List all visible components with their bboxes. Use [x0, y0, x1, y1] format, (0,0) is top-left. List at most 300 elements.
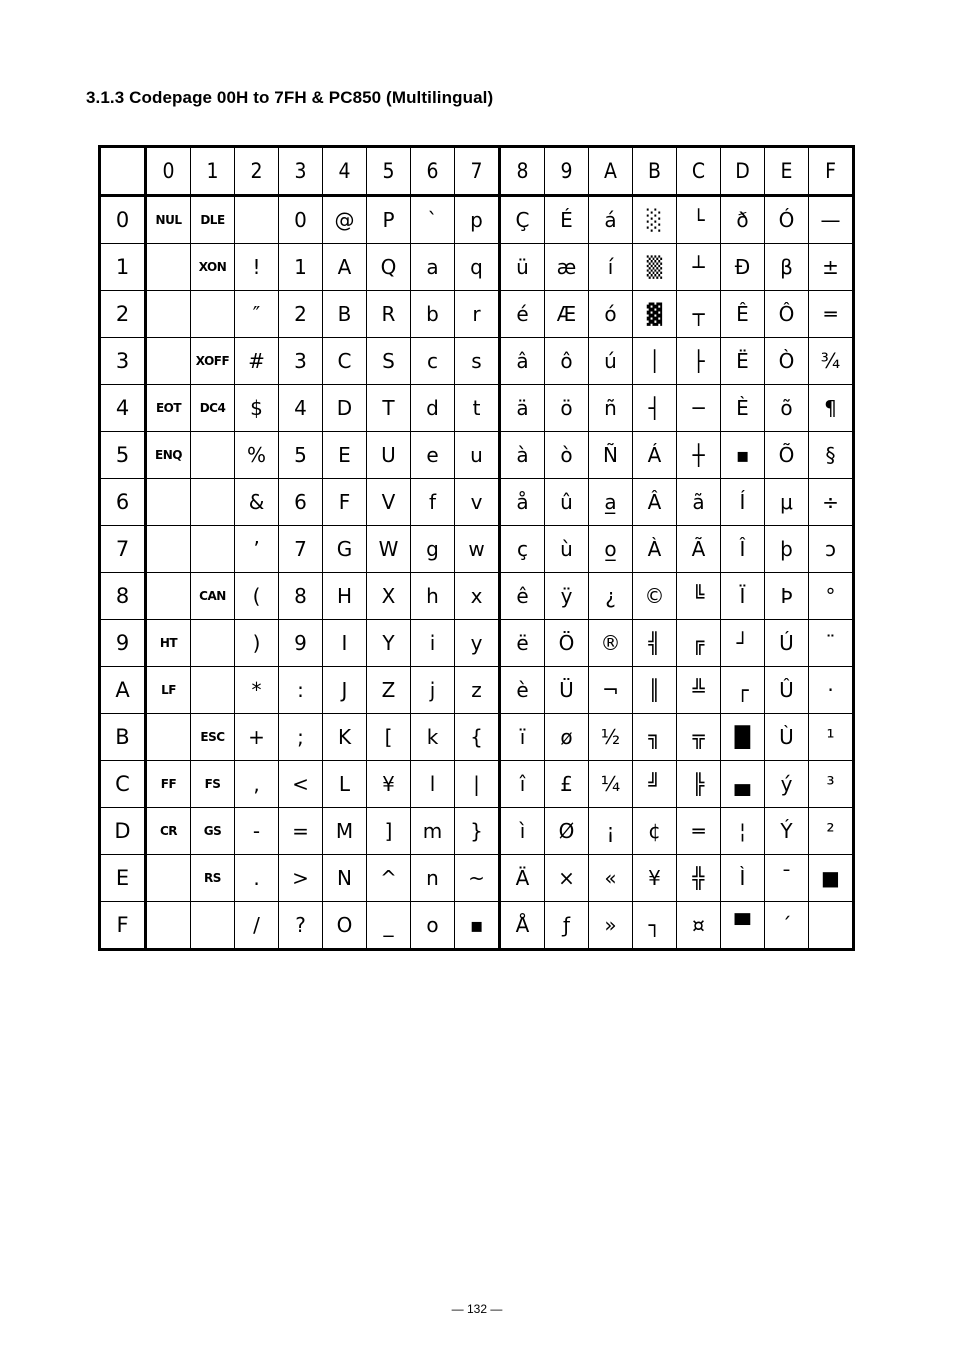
char-cell: ]: [367, 808, 411, 855]
char-cell: Ö: [545, 620, 589, 667]
char-cell: Î: [721, 526, 765, 573]
char-cell: Â: [633, 479, 677, 526]
char-cell: þ: [765, 526, 809, 573]
char-cell: ├: [677, 338, 721, 385]
char-cell: ESC: [191, 714, 235, 761]
char-cell: ═: [809, 291, 854, 338]
codepage-table-container: [98, 145, 855, 951]
char-cell: õ: [765, 385, 809, 432]
char-cell: k: [411, 714, 455, 761]
char-cell: w: [455, 526, 500, 573]
table-row: [100, 432, 854, 479]
char-cell: ô: [545, 338, 589, 385]
char-cell: Ç: [500, 196, 545, 244]
char-cell: >: [279, 855, 323, 902]
char-cell: ¶: [809, 385, 854, 432]
table-row: [100, 244, 854, 291]
table-row: [100, 761, 854, 808]
char-cell: [146, 714, 191, 761]
char-cell: A: [323, 244, 367, 291]
char-cell: å: [500, 479, 545, 526]
char-cell: ø: [545, 714, 589, 761]
char-cell: ^: [367, 855, 411, 902]
char-cell: ╝: [633, 761, 677, 808]
char-cell: ┐: [633, 902, 677, 950]
char-cell: /: [235, 902, 279, 950]
char-cell: z: [455, 667, 500, 714]
char-cell: ▪: [455, 902, 500, 950]
char-cell: y: [455, 620, 500, 667]
char-cell: ╚: [677, 573, 721, 620]
char-cell: RS: [191, 855, 235, 902]
char-cell: [191, 526, 235, 573]
char-cell: ): [235, 620, 279, 667]
char-cell: Å: [500, 902, 545, 950]
char-cell: Ï: [721, 573, 765, 620]
char-cell: ¨: [809, 620, 854, 667]
char-cell: Ø: [545, 808, 589, 855]
row-header-3: 3: [100, 338, 146, 385]
char-cell: `: [411, 196, 455, 244]
char-cell: <: [279, 761, 323, 808]
char-cell: [235, 196, 279, 244]
char-cell: Ú: [765, 620, 809, 667]
char-cell: +: [235, 714, 279, 761]
char-cell: 2: [279, 291, 323, 338]
char-cell: Ñ: [589, 432, 633, 479]
char-cell: H: [323, 573, 367, 620]
char-cell: -: [235, 808, 279, 855]
char-cell: É: [545, 196, 589, 244]
char-cell: ╗: [633, 714, 677, 761]
char-cell: ù: [545, 526, 589, 573]
char-cell: [809, 902, 854, 950]
column-header-c: C: [677, 147, 721, 196]
char-cell: ³: [809, 761, 854, 808]
char-cell: ¿: [589, 573, 633, 620]
char-cell: [146, 479, 191, 526]
char-cell: ┤: [633, 385, 677, 432]
row-header-b: B: [100, 714, 146, 761]
char-cell: Æ: [545, 291, 589, 338]
char-cell: Z: [367, 667, 411, 714]
table-row: [100, 385, 854, 432]
char-cell: ;: [279, 714, 323, 761]
char-cell: Õ: [765, 432, 809, 479]
char-cell: x: [455, 573, 500, 620]
table-row: [100, 667, 854, 714]
column-header-6: 6: [411, 147, 455, 196]
char-cell: [191, 902, 235, 950]
char-cell: U: [367, 432, 411, 479]
char-cell: J: [323, 667, 367, 714]
char-cell: ╠: [677, 761, 721, 808]
char-cell: ü: [500, 244, 545, 291]
char-cell: Ð: [721, 244, 765, 291]
column-header-row: [100, 147, 854, 196]
char-cell: b: [411, 291, 455, 338]
char-cell: Í: [721, 479, 765, 526]
char-cell: §: [809, 432, 854, 479]
char-cell: ▄: [721, 761, 765, 808]
char-cell: 7: [279, 526, 323, 573]
char-cell: ▓: [633, 291, 677, 338]
char-cell: m: [411, 808, 455, 855]
char-cell: ┬: [677, 291, 721, 338]
char-cell: ┘: [721, 620, 765, 667]
char-cell: 4: [279, 385, 323, 432]
page-number: — 132 —: [451, 1302, 503, 1316]
char-cell: ╬: [677, 855, 721, 902]
char-cell: D: [323, 385, 367, 432]
char-cell: ±: [809, 244, 854, 291]
char-cell: 0: [279, 196, 323, 244]
char-cell: %: [235, 432, 279, 479]
char-cell: ·: [809, 667, 854, 714]
char-cell: j: [411, 667, 455, 714]
char-cell: È: [721, 385, 765, 432]
char-cell: Ò: [765, 338, 809, 385]
char-cell: T: [367, 385, 411, 432]
column-header-2: 2: [235, 147, 279, 196]
char-cell: ║: [633, 667, 677, 714]
codepage-table: [98, 145, 855, 951]
char-cell: »: [589, 902, 633, 950]
char-cell: ■: [809, 855, 854, 902]
char-cell: i: [411, 620, 455, 667]
char-cell: W: [367, 526, 411, 573]
char-cell: O: [323, 902, 367, 950]
char-cell: DC4: [191, 385, 235, 432]
char-cell: ─: [677, 385, 721, 432]
char-cell: ö: [545, 385, 589, 432]
row-header-0: 0: [100, 196, 146, 244]
char-cell: P: [367, 196, 411, 244]
char-cell: ’: [235, 526, 279, 573]
char-cell: s: [455, 338, 500, 385]
char-cell: u: [455, 432, 500, 479]
char-cell: ╦: [677, 714, 721, 761]
char-cell: Ã: [677, 526, 721, 573]
page-title: 3.1.3 Codepage 00H to 7FH & PC850 (Multilingual): [86, 88, 494, 107]
char-cell: h: [411, 573, 455, 620]
char-cell: ä: [500, 385, 545, 432]
column-header-b: B: [633, 147, 677, 196]
char-cell: 9: [279, 620, 323, 667]
char-cell: ²: [809, 808, 854, 855]
char-cell: ╔: [677, 620, 721, 667]
char-cell: ð: [721, 196, 765, 244]
char-cell: :: [279, 667, 323, 714]
char-cell: NUL: [146, 196, 191, 244]
char-cell: @: [323, 196, 367, 244]
char-cell: [191, 620, 235, 667]
char-cell: [191, 479, 235, 526]
char-cell: (: [235, 573, 279, 620]
char-cell: ý: [765, 761, 809, 808]
char-cell: ¯: [765, 855, 809, 902]
column-header-a: A: [589, 147, 633, 196]
char-cell: ▪: [721, 432, 765, 479]
char-cell: ì: [500, 808, 545, 855]
char-cell: ¡: [589, 808, 633, 855]
char-cell: ENQ: [146, 432, 191, 479]
char-cell: À: [633, 526, 677, 573]
table-row: [100, 573, 854, 620]
char-cell: GS: [191, 808, 235, 855]
char-cell: XON: [191, 244, 235, 291]
char-cell: {: [455, 714, 500, 761]
column-header-e: E: [765, 147, 809, 196]
char-cell: ã: [677, 479, 721, 526]
row-header-6: 6: [100, 479, 146, 526]
char-cell: î: [500, 761, 545, 808]
char-cell: K: [323, 714, 367, 761]
char-cell: FS: [191, 761, 235, 808]
char-cell: ¥: [367, 761, 411, 808]
char-cell: V: [367, 479, 411, 526]
table-row: [100, 291, 854, 338]
char-cell: ¥: [633, 855, 677, 902]
char-cell: ï: [500, 714, 545, 761]
char-cell: Ý: [765, 808, 809, 855]
char-cell: 5: [279, 432, 323, 479]
row-header-5: 5: [100, 432, 146, 479]
char-cell: R: [367, 291, 411, 338]
char-cell: ÷: [809, 479, 854, 526]
char-cell: ½: [589, 714, 633, 761]
char-cell: [146, 526, 191, 573]
char-cell: ░: [633, 196, 677, 244]
char-cell: Ó: [765, 196, 809, 244]
char-cell: XOFF: [191, 338, 235, 385]
char-cell: ¦: [721, 808, 765, 855]
char-cell: «: [589, 855, 633, 902]
char-cell: M: [323, 808, 367, 855]
char-cell: [146, 291, 191, 338]
char-cell: &: [235, 479, 279, 526]
char-cell: ´: [765, 902, 809, 950]
char-cell: Ê: [721, 291, 765, 338]
column-header-f: F: [809, 147, 854, 196]
column-header-d: D: [721, 147, 765, 196]
char-cell: p: [455, 196, 500, 244]
row-header-1: 1: [100, 244, 146, 291]
char-cell: r: [455, 291, 500, 338]
char-cell: ó: [589, 291, 633, 338]
char-cell: [191, 432, 235, 479]
char-cell: μ: [765, 479, 809, 526]
char-cell: │: [633, 338, 677, 385]
char-cell: HT: [146, 620, 191, 667]
char-cell: 1: [279, 244, 323, 291]
char-cell: 8: [279, 573, 323, 620]
char-cell: £: [545, 761, 589, 808]
row-header-7: 7: [100, 526, 146, 573]
column-header-5: 5: [367, 147, 411, 196]
table-row: [100, 479, 854, 526]
char-cell: ÿ: [545, 573, 589, 620]
column-header-1: 1: [191, 147, 235, 196]
char-cell: C: [323, 338, 367, 385]
char-cell: $: [235, 385, 279, 432]
char-cell: ò: [545, 432, 589, 479]
char-cell: ?: [279, 902, 323, 950]
char-cell: ▀: [721, 902, 765, 950]
char-cell: Ü: [545, 667, 589, 714]
char-cell: à: [500, 432, 545, 479]
char-cell: q: [455, 244, 500, 291]
row-header-2: 2: [100, 291, 146, 338]
char-cell: e: [411, 432, 455, 479]
char-cell: Ù: [765, 714, 809, 761]
row-header-9: 9: [100, 620, 146, 667]
char-cell: Û: [765, 667, 809, 714]
column-header-9: 9: [545, 147, 589, 196]
table-corner-cell: [100, 147, 146, 196]
char-cell: =: [279, 808, 323, 855]
char-cell: CAN: [191, 573, 235, 620]
char-cell: a: [411, 244, 455, 291]
char-cell: —: [809, 196, 854, 244]
table-row: [100, 196, 854, 244]
char-cell: 3: [279, 338, 323, 385]
char-cell: _: [367, 902, 411, 950]
row-header-4: 4: [100, 385, 146, 432]
char-cell: û: [545, 479, 589, 526]
char-cell: ″: [235, 291, 279, 338]
column-header-8: 8: [500, 147, 545, 196]
row-header-d: D: [100, 808, 146, 855]
char-cell: ┴: [677, 244, 721, 291]
char-cell: Ì: [721, 855, 765, 902]
char-cell: .: [235, 855, 279, 902]
char-cell: B: [323, 291, 367, 338]
char-cell: ~: [455, 855, 500, 902]
char-cell: Á: [633, 432, 677, 479]
char-cell: I: [323, 620, 367, 667]
char-cell: ╩: [677, 667, 721, 714]
char-cell: E: [323, 432, 367, 479]
row-header-8: 8: [100, 573, 146, 620]
char-cell: DLE: [191, 196, 235, 244]
char-cell: LF: [146, 667, 191, 714]
char-cell: ç: [500, 526, 545, 573]
char-cell: L: [323, 761, 367, 808]
char-cell: c: [411, 338, 455, 385]
char-cell: EOT: [146, 385, 191, 432]
char-cell: [: [367, 714, 411, 761]
char-cell: n: [411, 855, 455, 902]
char-cell: G: [323, 526, 367, 573]
row-header-e: E: [100, 855, 146, 902]
char-cell: ©: [633, 573, 677, 620]
char-cell: ¢: [633, 808, 677, 855]
table-row: [100, 714, 854, 761]
char-cell: [191, 291, 235, 338]
char-cell: FF: [146, 761, 191, 808]
char-cell: é: [500, 291, 545, 338]
char-cell: F: [323, 479, 367, 526]
table-row: [100, 855, 854, 902]
char-cell: g: [411, 526, 455, 573]
char-cell: ¹: [809, 714, 854, 761]
char-cell: °: [809, 573, 854, 620]
char-cell: #: [235, 338, 279, 385]
char-cell: t: [455, 385, 500, 432]
char-cell: â: [500, 338, 545, 385]
char-cell: ¾: [809, 338, 854, 385]
char-cell: æ: [545, 244, 589, 291]
row-header-f: F: [100, 902, 146, 950]
char-cell: l: [411, 761, 455, 808]
char-cell: }: [455, 808, 500, 855]
char-cell: d: [411, 385, 455, 432]
char-cell: ═: [677, 808, 721, 855]
char-cell: ú: [589, 338, 633, 385]
table-row: [100, 526, 854, 573]
char-cell: N: [323, 855, 367, 902]
char-cell: ▒: [633, 244, 677, 291]
table-row: [100, 902, 854, 950]
char-cell: |: [455, 761, 500, 808]
char-cell: Y: [367, 620, 411, 667]
column-header-3: 3: [279, 147, 323, 196]
char-cell: [146, 338, 191, 385]
char-cell: v: [455, 479, 500, 526]
char-cell: ╣: [633, 620, 677, 667]
char-cell: X: [367, 573, 411, 620]
char-cell: o: [411, 902, 455, 950]
char-cell: β: [765, 244, 809, 291]
char-cell: !: [235, 244, 279, 291]
char-cell: ¼: [589, 761, 633, 808]
char-cell: ®: [589, 620, 633, 667]
column-header-4: 4: [323, 147, 367, 196]
char-cell: Q: [367, 244, 411, 291]
char-cell: CR: [146, 808, 191, 855]
char-cell: Ô: [765, 291, 809, 338]
char-cell: ¤: [677, 902, 721, 950]
char-cell: [146, 902, 191, 950]
char-cell: ×: [545, 855, 589, 902]
table-row: [100, 620, 854, 667]
char-cell: [146, 855, 191, 902]
char-cell: *: [235, 667, 279, 714]
char-cell: ┼: [677, 432, 721, 479]
char-cell: Ä: [500, 855, 545, 902]
char-cell: [191, 667, 235, 714]
table-row: [100, 338, 854, 385]
char-cell: ¬: [589, 667, 633, 714]
char-cell: í: [589, 244, 633, 291]
char-cell: ↄ: [809, 526, 854, 573]
char-cell: ,: [235, 761, 279, 808]
char-cell: Ë: [721, 338, 765, 385]
char-cell: a̲: [589, 479, 633, 526]
char-cell: [146, 244, 191, 291]
char-cell: ƒ: [545, 902, 589, 950]
char-cell: ê: [500, 573, 545, 620]
char-cell: o̲: [589, 526, 633, 573]
char-cell: 6: [279, 479, 323, 526]
char-cell: [146, 573, 191, 620]
column-header-0: 0: [146, 147, 191, 196]
char-cell: S: [367, 338, 411, 385]
char-cell: Þ: [765, 573, 809, 620]
row-header-c: C: [100, 761, 146, 808]
table-row: [100, 808, 854, 855]
